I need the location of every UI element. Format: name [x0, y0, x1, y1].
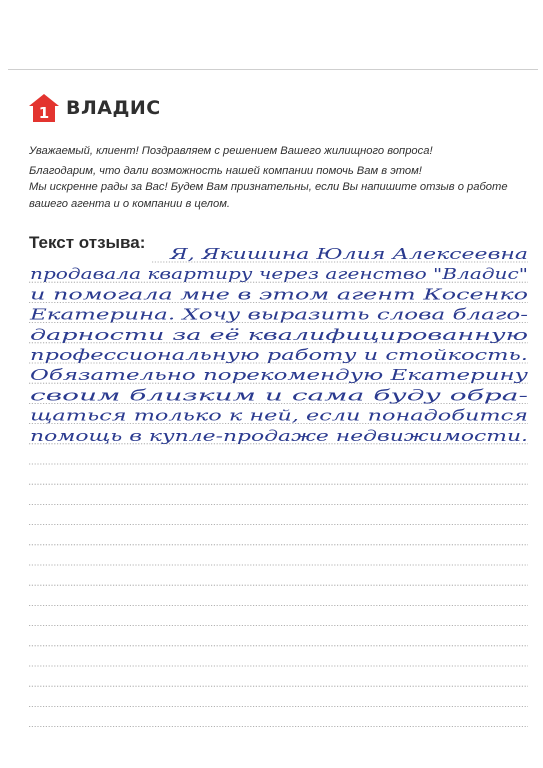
review-line: Я, Якишина Юлия Алексеевна	[168, 247, 528, 263]
review-line: дарности за её квалифицированную	[30, 327, 529, 344]
review-line: Обязательно порекомендую Екатерину	[30, 368, 529, 385]
greeting-line: Уважаемый, клиент! Поздравляем с решением Вашего жилищного вопроса!	[29, 145, 433, 157]
brand-name: ВЛАДИС	[66, 97, 161, 119]
thanks-line-3: вашего агента и о компании в целом.	[29, 197, 230, 210]
thanks-line-1: Благодарим, что дали возможность нашей компании помочь Вам в этом!	[29, 164, 422, 177]
review-line: и помогала мне в этом агент Косенко	[30, 287, 529, 304]
review-line: щаться только к ней, если понадобится	[30, 408, 528, 425]
thanks-line-2: Мы искренне рады за Вас! Будем Вам признательны, если Вы напишите отзыв о работе	[29, 181, 508, 194]
review-line: продавала квартиру через агенство "Владис"	[30, 267, 528, 284]
logo-digit: 1	[38, 104, 50, 122]
review-label: Текст отзыва:	[29, 233, 146, 252]
review-line: своим близким и сама буду обра-	[30, 388, 529, 405]
review-line: профессиональную работу и стойкость.	[30, 348, 528, 364]
review-line: помощь в купле-продаже недвижимости.	[30, 428, 528, 445]
review-line: Екатерина. Хочу выразить слова благо-	[28, 307, 529, 324]
